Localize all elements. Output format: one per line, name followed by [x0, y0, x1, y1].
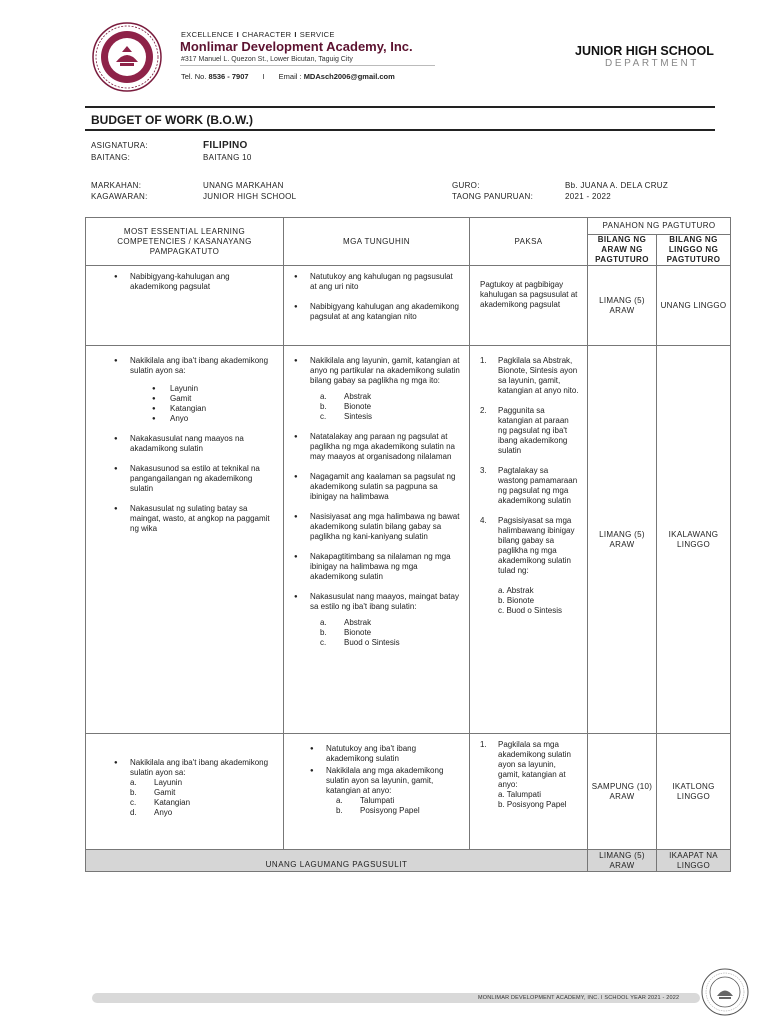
- kagawaran-label: KAGAWARAN:: [91, 192, 148, 201]
- row4-araw: LIMANG (5) ARAW: [588, 850, 657, 872]
- list-item: ● Gamit: [152, 394, 275, 404]
- list-item: ● Layunin: [152, 384, 275, 394]
- document-title: BUDGET OF WORK (B.O.W.): [91, 113, 253, 127]
- table-row: [86, 266, 731, 346]
- row3-linggo: IKATLONG LINGGO: [657, 734, 731, 850]
- list-item: a. Abstrak: [498, 586, 534, 595]
- row1-melc: [86, 266, 284, 346]
- list-item: ● Natatalakay ang paraan ng pagsulat at paglikha ng mga akademikong sulatin na may maayos at organisadong nilalaman: [294, 432, 461, 462]
- list-item: ● Natutukoy ang kahulugan ng pagsusulat at ang uri nito: [294, 272, 461, 292]
- kagawaran-value: JUNIOR HIGH SCHOOL: [203, 192, 297, 201]
- baitang-value: BAITANG 10: [203, 153, 252, 162]
- summative-test-label: UNANG LAGUMANG PAGSUSULIT: [86, 850, 588, 872]
- title-rule-bottom: [85, 129, 715, 131]
- header-panahon: PANAHON NG PAGTUTURO: [588, 218, 731, 235]
- list-item: 1. Pagkilala sa mga akademikong sulatin ayon sa layunin, gamit, katangian at anyo:: [480, 740, 571, 789]
- row1-paksa: Pagtukoy at pagbibigay kahulugan sa pagsusulat at akademikong pagsulat: [470, 266, 588, 346]
- list-item: 2. Paggunita sa katangian at paraan ng pagsulat ng iba't ibang akademikong sulatin: [480, 406, 569, 455]
- row2-paksa: [470, 346, 588, 734]
- list-item: ● Nakapagtitimbang sa nilalaman ng mga ibinigay na halimbawa ng mga akademikong sulatin: [294, 552, 461, 582]
- budget-of-work-table: [85, 217, 731, 872]
- list-item: b. Posisyong Papel: [498, 800, 567, 809]
- list-item: ● Nasisiyasat ang mga halimbawa ng bawat akademikong sulatin bilang gabay sa paglikha ng kani-kaniyang sulatin: [294, 512, 461, 542]
- header-bilang-araw: BILANG NG ARAW NG PAGTUTURO: [588, 235, 657, 266]
- list-item: a. Talumpati: [498, 790, 541, 799]
- row2-melc: [86, 346, 284, 734]
- asignatura-value: FILIPINO: [203, 140, 248, 151]
- school-name: Monlimar Development Academy, Inc.: [180, 39, 413, 54]
- table-row: [86, 346, 731, 734]
- list-item: ● Nabibigyang-kahulugan ang akademikong pagsulat: [114, 272, 275, 292]
- row1-araw: LIMANG (5) ARAW: [588, 266, 657, 346]
- header-tunguhin: MGA TUNGUHIN: [284, 218, 470, 266]
- list-item: ● Nakasusunod sa estilo at teknikal na pangangailangan ng akademikong sulatin: [114, 464, 275, 494]
- school-logo: [92, 22, 162, 92]
- table-row: [86, 734, 731, 850]
- title-rule-top: [85, 106, 715, 108]
- list-item: ● Katangian: [152, 404, 275, 414]
- row3-melc: [86, 734, 284, 850]
- row2-paksa-sublist: [480, 586, 579, 616]
- header-bilang-linggo: BILANG NG LINGGO NG PAGTUTURO: [657, 235, 731, 266]
- markahan-label: MARKAHAN:: [91, 181, 142, 190]
- row1-tunguhin: [284, 266, 470, 346]
- guro-value: Bb. JUANA A. DELA CRUZ: [565, 181, 669, 190]
- school-address: #317 Manuel L. Quezon St., Lower Bicutan, Taguig City: [181, 56, 353, 63]
- school-tagline: EXCELLENCE I CHARACTER I SERVICE: [181, 30, 335, 39]
- footer-text: MONLIMAR DEVELOPMENT ACADEMY, INC. I SCHOOL YEAR 2021 - 2022: [478, 995, 680, 1001]
- list-item: ● Nabibigyang kahulugan ang akademikong pagsulat at ang katangian nito: [294, 302, 461, 322]
- row3-tunguhin: [284, 734, 470, 850]
- taon-value: 2021 - 2022: [565, 192, 612, 201]
- markahan-value: UNANG MARKAHAN: [203, 181, 284, 190]
- header-melc: MOST ESSENTIAL LEARNING COMPETENCIES / KASANAYANG PAMPAGKATUTO: [86, 218, 284, 266]
- header-divider: [180, 65, 435, 66]
- row3-paksa-sublist: [480, 790, 579, 810]
- row2-linggo: IKALAWANG LINGGO: [657, 346, 731, 734]
- taon-label: TAONG PANURUAN:: [452, 192, 534, 201]
- list-item: ● Nakikilala ang layunin, gamit, katangian at anyo ng partikular na akademikong sulatin bilang gabay sa paglikha ng mga ito: a. Abstrak b. Bionote c. Sintesis: [294, 356, 461, 422]
- list-item: ● Nakasusulat nang maayos, maingat batay sa estilo ng iba't ibang sulatin: a. Abstrak b. Bionote c. Buod o Sintesis: [294, 592, 461, 648]
- list-item: c. Buod o Sintesis: [498, 606, 563, 615]
- list-item: ● Nakasusulat ng sulating batay sa maingat, wasto, at angkop na paggamit ng wika: [114, 504, 275, 534]
- list-item: ● Nakikilala ang mga akademikong sulatin ayon sa layunin, gamit, katangian at anyo: a. Talumpati b. Posisyong Papel: [310, 766, 461, 816]
- list-item: ● Anyo: [152, 414, 275, 424]
- department-title: JUNIOR HIGH SCHOOL: [575, 44, 714, 58]
- list-item: ● Natutukoy ang iba't ibang akademikong sulatin: [310, 744, 461, 764]
- row3-araw: SAMPUNG (10) ARAW: [588, 734, 657, 850]
- list-item: ● Nakikilala ang iba't ibang akademikong sulatin ayon sa: a. Layunin b. Gamit c. Katangian d. Anyo: [114, 758, 275, 818]
- row4-linggo: IKAAPAT NA LINGGO: [657, 850, 731, 872]
- list-item: ● Nakakasusulat nang maayos na akadamikong sulatin: [114, 434, 275, 454]
- table-row: [86, 850, 731, 872]
- asignatura-label: ASIGNATURA:: [91, 141, 148, 150]
- list-item: 4. Pagsisiyasat sa mga halimbawang ibinigay bilang gabay sa paglikha ng mga akademikong sulatin tulad ng:: [480, 516, 575, 575]
- department-subtitle: DEPARTMENT: [605, 58, 699, 69]
- guro-label: GURO:: [452, 181, 480, 190]
- school-contact: Tel. No. 8536 - 7907 I Email : MDAsch2006@gmail.com: [181, 72, 395, 81]
- header-paksa: PAKSA: [470, 218, 588, 266]
- row2-tunguhin: [284, 346, 470, 734]
- academics-seal-icon: [700, 967, 750, 1017]
- list-item: 3. Pagtalakay sa wastong pamamaraan ng pagsulat ng mga akademikong sulatin: [480, 466, 578, 505]
- baitang-label: BAITANG:: [91, 153, 131, 162]
- list-item: 1. Pagkilala sa Abstrak, Bionote, Sintesis ayon sa layunin, gamit, katangian at anyo nito.: [480, 356, 579, 395]
- row2-araw: LIMANG (5) ARAW: [588, 346, 657, 734]
- list-item: b. Bionote: [498, 596, 535, 605]
- list-item: ● Nakikilala ang iba't ibang akademikong sulatin ayon sa: ● Layunin ● Gamit ● Katangian ● Anyo: [114, 356, 275, 424]
- list-item: ● Nagagamit ang kaalaman sa pagsulat ng akademikong sulatin sa pagpuna sa ibinigay na halimbawa: [294, 472, 461, 502]
- row3-paksa: [470, 734, 588, 850]
- row1-linggo: UNANG LINGGO: [657, 266, 731, 346]
